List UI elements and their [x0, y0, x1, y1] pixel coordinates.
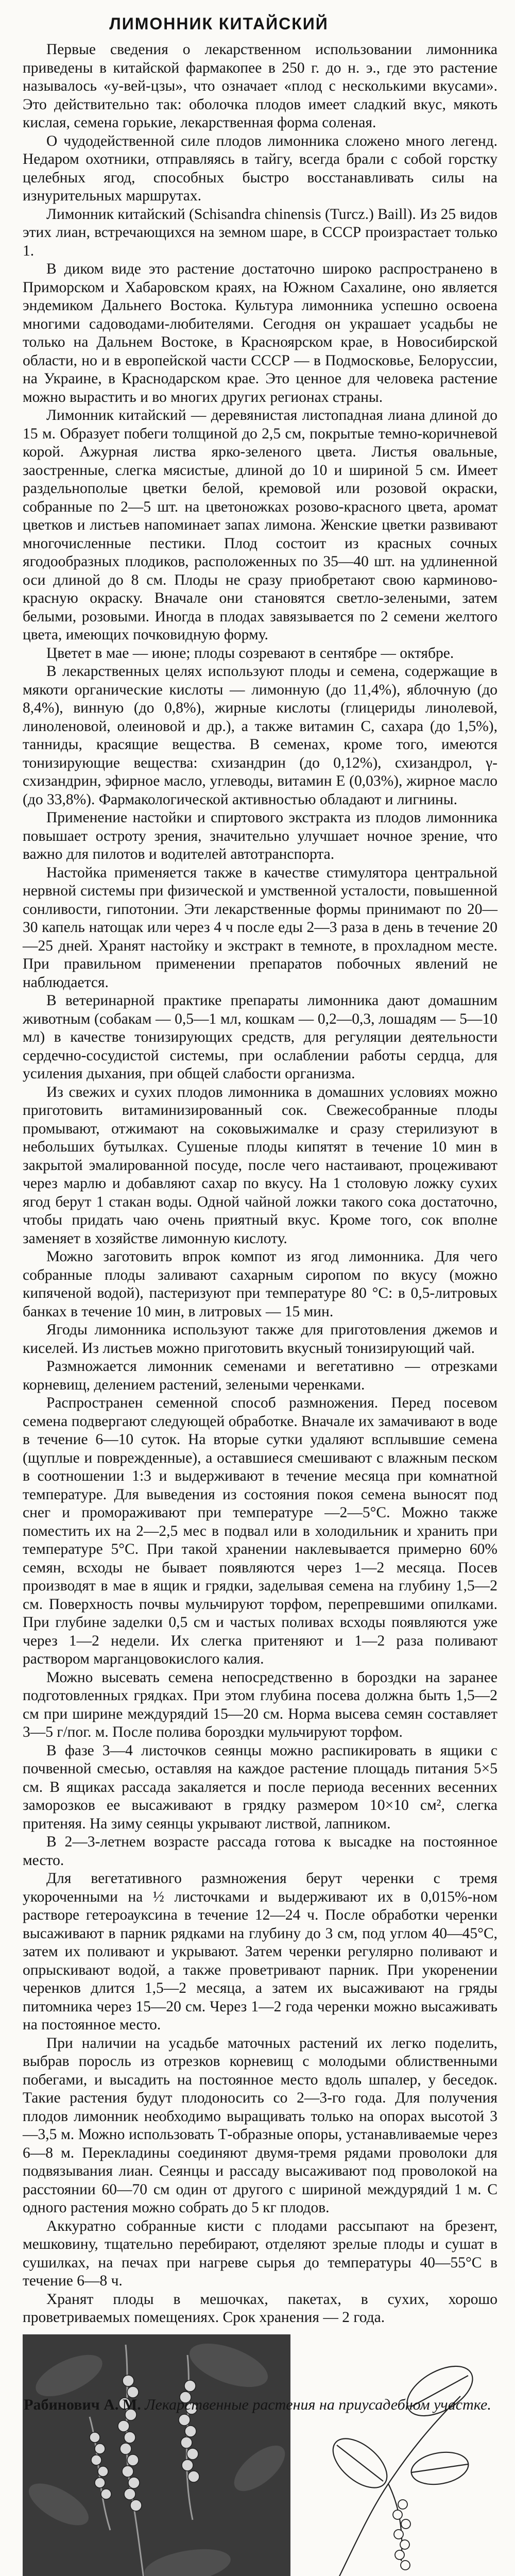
- schisandra-berries-photo: [23, 2334, 290, 2576]
- paragraph: О чудодейственной силе плодов лимонника сложено много легенд. Недаром охотники, отправляясь в тайгу, всегда брали с собой горстку целебных ягод, способных быстро восстанавливать силы на изнурительных маршрутах.: [23, 132, 497, 206]
- paragraph: Можно заготовить впрок компот из ягод лимонника. Для чего собранные плоды заливают сахарным сиропом по вкусу (можно кипяченой водой), пастеризуют при температуре 80 °С: в 0,5-литровых банках в течение 10 мин, в литровых — 15 мин.: [23, 1248, 497, 1321]
- paragraph: При наличии на усадьбе маточных растений их легко поделить, выбрав поросль из отрезков корневищ с молодыми облиственными побегами, и высадить на постоянное место вдоль шпалер, у беседок. Такие растения будут плодоносить со 2—3-го года. Для получения плодов лимонник необходимо выращивать только на опорах высотой 3—3,5 м. Можно использовать Т-образные опоры, устанавливаемые через 6—8 м. Перекладины соединяют двумя-тремя рядами проволоки для подвязывания лиан. Сеянцы и рассаду высаживают под проволокой на расстоянии 60—70 см один от другого с шириной междурядий 1 м. С одного растения можно собрать до 5 кг плодов.: [23, 2035, 497, 2217]
- paragraph: Для вегетативного размножения берут черенки с тремя укороченными на ½ листочками и выдерживают их в 0,015%-ном растворе гетероауксина в течение 12—24 ч. После обработки черенки высаживают в парник рядками на глубину до 3 см, под углом 40—45°С, затем их поливают и укрывают. Затем черенки регулярно поливают и опрыскивают водой, а также проветривают парник. При укоренении черенков длится 1,5—2 месяца, а затем их высаживают на гряды питомника через 15—20 см. Через 1—2 года черенки можно высаживать на постоянное место.: [23, 1870, 497, 2035]
- paragraph: В диком виде это растение достаточно широко распространено в Приморском и Хабаровском краях, на Южном Сахалине, оно является эндемиком Дальнего Востока. Культура лимонника успешно освоена многими садоводами-любителями. Сегодня он украшает усадьбы не только на Дальнем Востоке, в Красноярском крае, в Новосибирской области, но и в европейской части СССР — в Подмосковье, Белоруссии, на Украине, в Краснодарском крае. Это ценное для человека растение можно вырастить и во многих других регионах страны.: [23, 260, 497, 406]
- illustration-area: [23, 2334, 497, 2576]
- paragraph: Ягоды лимонника используют также для приготовления джемов и киселей. Из листьев можно приготовить вкусный тонизирующий чай.: [23, 1321, 497, 1358]
- paragraph: Лимонник китайский — деревянистая листопадная лиана длиной до 15 м. Образует побеги толщиной до 2,5 см, покрытые темно-коричневой корой. Ажурная листва ярко-зеленого цвета. Листья овальные, заостренные, слегка мясистые, длиной до 10 и шириной 5 см. Имеет раздельнополые цветки белой, кремовой или розовой окраски, собранные по 2—5 шт. на цветоножках розово-красного цвета, аромат цветков и листьев напоминает запах лимона. Женские цветки развивают многочисленные пестики. Плод состоит из красных сочных ягодообразных плодиков, расположенных по 35—40 шт. на удлиненной оси длиной до 8 см. Плоды не сразу приобретают свою карминово-красную окраску. Вначале они становятся светло-зелеными, затем белыми, розовыми. Иногда в плодах завязывается по 2 семени желтого цвета, имеющих почковидную форму.: [23, 406, 497, 645]
- paragraph: Лимонник китайский (Schisandra chinensis (Turcz.) Baill). Из 25 видов этих лиан, встречающихся на земном шаре, в СССР произрастает только 1.: [23, 206, 497, 261]
- paragraph: Размножается лимонник семенами и вегетативно — отрезками корневищ, делением растений, зелеными черенками.: [23, 1358, 497, 1394]
- article-body: [23, 41, 497, 2327]
- caption-author: Рабинович А. М.: [24, 2396, 141, 2413]
- paragraph: В фазе 3—4 листочков сеянцы можно распикировать в ящики с почвенной смесью, оставляя на каждое растение площадь питания 5×5 см. В ящиках рассада закаляется и после периода весенних весенних заморозков ее высаживают в грядку размером 10×10 см², слегка притеняя. На зиму сеянцы укрывают листвой, лапником.: [23, 1742, 497, 1834]
- paragraph: В ветеринарной практике препараты лимонника дают домашним животным (собакам — 0,5—1 мл, кошкам — 0,2—0,3, лошадям — 5—10 мл) в качестве тонизирующих средств, для регуляции деятельности сердечно-сосудистой системы, при ослаблении работы сердца, для усиления дыхания, при общей слабости организма.: [23, 992, 497, 1083]
- source-caption: [0, 2396, 515, 2414]
- paragraph: Можно высевать семена непосредственно в бороздки на заранее подготовленных грядках. При этом глубина посева должна быть 1,5—2 см при ширине междурядий 15—20 см. Норма высева семян составляет 3—5 г/пог. м. После полива бороздки мульчируют торфом.: [23, 1669, 497, 1742]
- paragraph: Применение настойки и спиртового экстракта из плодов лимонника повышает остроту зрения, значительно улучшает ночное зрение, что важно для пилотов и водителей автотранспорта.: [23, 809, 497, 864]
- caption-source: Лекарственные растения на приусадебном участке.: [145, 2396, 491, 2413]
- paragraph: Хранят плоды в мешочках, пакетах, в сухих, хорошо проветриваемых помещениях. Срок хранения — 2 года.: [23, 2291, 497, 2327]
- schisandra-branch-drawing: [311, 2334, 497, 2576]
- paragraph: Первые сведения о лекарственном использовании лимонника приведены в китайской фармакопее в 250 г. до н. э., где это растение называлось «у-вей-цзы», что означает «плод с несколькими вкусами». Это действительно так: оболочка плодов имеет сладкий вкус, мякоть кислая, семена горькие, лекарственная форма соленая.: [23, 41, 497, 132]
- paragraph: Настойка применяется также в качестве стимулятора центральной нервной системы при физической и умственной усталости, повышенной сонливости, гипотонии. Эти лекарственные формы принимают по 20—30 капель натощак или через 4 ч после еды 2—3 раза в день в течение 20—25 дней. Хранят настойку и экстракт в темноте, в прохладном месте. При правильном применении препаратов побочных явлений не наблюдается.: [23, 864, 497, 992]
- paragraph: Цветет в мае — июне; плоды созревают в сентябре — октябре.: [23, 645, 497, 663]
- paragraph: Из свежих и сухих плодов лимонника в домашних условиях можно приготовить витаминизированный сок. Свежесобранные плоды промывают, отжимают на соковыжималке и сразу стерилизуют в небольших бутылках. Сушеные плоды кипятят в течение 10 мин в закрытой эмалированной посуде, после чего настаивают, процеживают через марлю и добавляют сахар по вкусу. На 1 столовую ложку сухих ягод берут 1 стакан воды. Одной чайной ложки такого сока достаточно, чтобы придать чаю очень приятный вкус. Кроме того, сок вполне заменяет в хозяйстве лимонную кислоту.: [23, 1083, 497, 1248]
- paragraph: Распространен семенной способ размножения. Перед посевом семена подвергают следующей обработке. Вначале их замачивают в воде в течение 6—10 суток. На вторые сутки удаляют всплывшие семена (щуплые и поврежденные), а оставшиеся смешивают с влажным песком в соотношении 1:3 и выдерживают в течение месяца при комнатной температуре. Для выведения из состояния покоя семена выносят под снег и промораживают при температуре —2—5°С. Можно также поместить их на 2—2,5 мес в подвал или в холодильник и хранить при температуре 5°С. При такой хранении наклевывается примерно 60% семян, всходы не бывает появляются через 1—2 месяца. Посев производят в мае в ящик и грядки, заделывая семена на глубину 1,5—2 см. Поверхность почвы мульчируют торфом, перепревшими опилками. При глубине заделки 0,5 см и частых поливах всходы появляются уже через 1—2 недели. Их слегка притеняют и 1—2 раза поливают раствором марганцовокислого калия.: [23, 1394, 497, 1669]
- paragraph: В 2—3-летнем возрасте рассада готова к высадке на постоянное место.: [23, 1833, 497, 1870]
- paragraph: Аккуратно собранные кисти с плодами рассыпают на брезент, мешковину, тщательно перебирают, отделяют зрелые плоды и сушат в сушилках, на печах при нагреве сырья до температуры 40—55°С в течение 6—8 ч.: [23, 2217, 497, 2291]
- paragraph: В лекарственных целях используют плоды и семена, содержащие в мякоти органические кислоты — лимонную (до 11,4%), яблочную (до 8,4%), винную (до 0,8%), жирные кислоты (глицериды линолевой, линоленовой, олеиновой и др.), а также витамин С, сахара (до 1,5%), танниды, красящие вещества. В семенах, кроме того, имеются тонизирующие вещества: схизандрин (до 0,12%), схизандрол, γ-схизандрин, эфирное масло, углеводы, витамин Е (0,03%), жирное масло (до 33,8%). Фармакологической активностью обладают и лигнины.: [23, 663, 497, 809]
- article-title: ЛИМОННИК КИТАЙСКИЙ: [23, 14, 497, 33]
